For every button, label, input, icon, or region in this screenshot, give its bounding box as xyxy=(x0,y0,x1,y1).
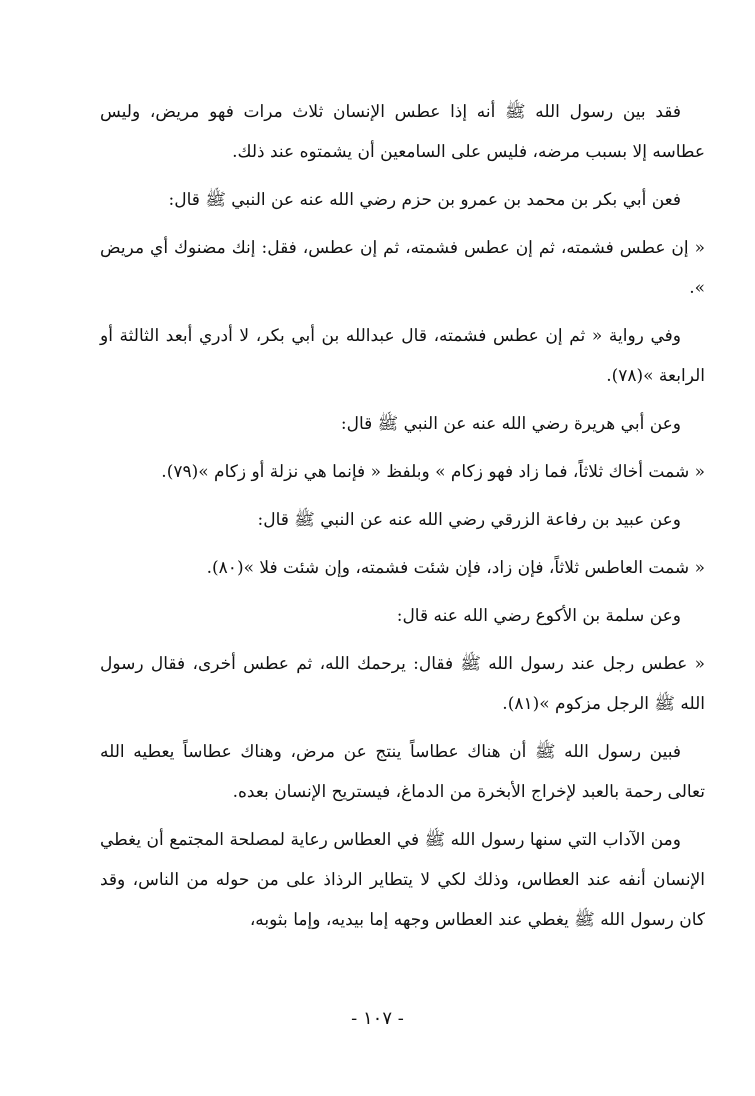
paragraph-9: وعن سلمة بن الأكوع رضي الله عنه قال: xyxy=(396,606,681,626)
paragraph-6-quote: « شمت أخاك ثلاثاً، فما زاد فهو زكام » وبلفظ « فإنما هي نزلة أو زكام »(٧٩). xyxy=(161,462,705,482)
paragraph-1: فقد بين رسول الله ﷺ أنه إذا عطس الإنسان ثلاث مرات فهو مريض، وليس عطاسه إلا بسبب مرضه، فليس على السامعين أن يشمتوه عند ذلك. xyxy=(100,102,705,162)
paragraph-4: وفي رواية « ثم إن عطس فشمته، قال عبدالله بن أبي بكر، لا أدري أبعد الثالثة أو الرابعة »(٧٨). xyxy=(100,326,705,386)
paragraph-2: فعن أبي بكر بن محمد بن عمرو بن حزم رضي الله عنه عن النبي ﷺ قال: xyxy=(168,190,681,210)
body-text xyxy=(100,92,705,948)
paragraph-7: وعن عبيد بن رفاعة الزرقي رضي الله عنه عن النبي ﷺ قال: xyxy=(257,510,681,530)
paragraph-3-quote: « إن عطس فشمته، ثم إن عطس فشمته، ثم إن عطس، فقل: إنك مضنوك أي مريض ». xyxy=(100,238,705,298)
paragraph-11: فبين رسول الله ﷺ أن هناك عطاساً ينتج عن مرض، وهناك عطاساً يعطيه الله تعالى رحمة بالعبد لإخراج الأبخرة من الدماغ، فيستريح الإنسان بعده. xyxy=(100,742,705,802)
paragraph-10-quote: « عطس رجل عند رسول الله ﷺ فقال: يرحمك الله، ثم عطس أخرى، فقال رسول الله ﷺ الرجل مزكوم »(٨١). xyxy=(100,654,705,714)
page-number: - ١٠٧ - xyxy=(351,1008,404,1029)
paragraph-5: وعن أبي هريرة رضي الله عنه عن النبي ﷺ قال: xyxy=(340,414,681,434)
paragraph-8-quote: « شمت العاطس ثلاثاً، فإن زاد، فإن شئت فشمته، وإن شئت فلا »(٨٠). xyxy=(206,558,705,578)
paragraph-12: ومن الآداب التي سنها رسول الله ﷺ في العطاس رعاية لمصلحة المجتمع أن يغطي الإنسان أنفه عند العطاس، وذلك لكي لا يتطاير الرذاذ على من حوله من الناس، وقد كان رسول الله ﷺ يغطي عند العطاس وجهه إما بيديه، وإما بثوبه، xyxy=(100,830,705,930)
